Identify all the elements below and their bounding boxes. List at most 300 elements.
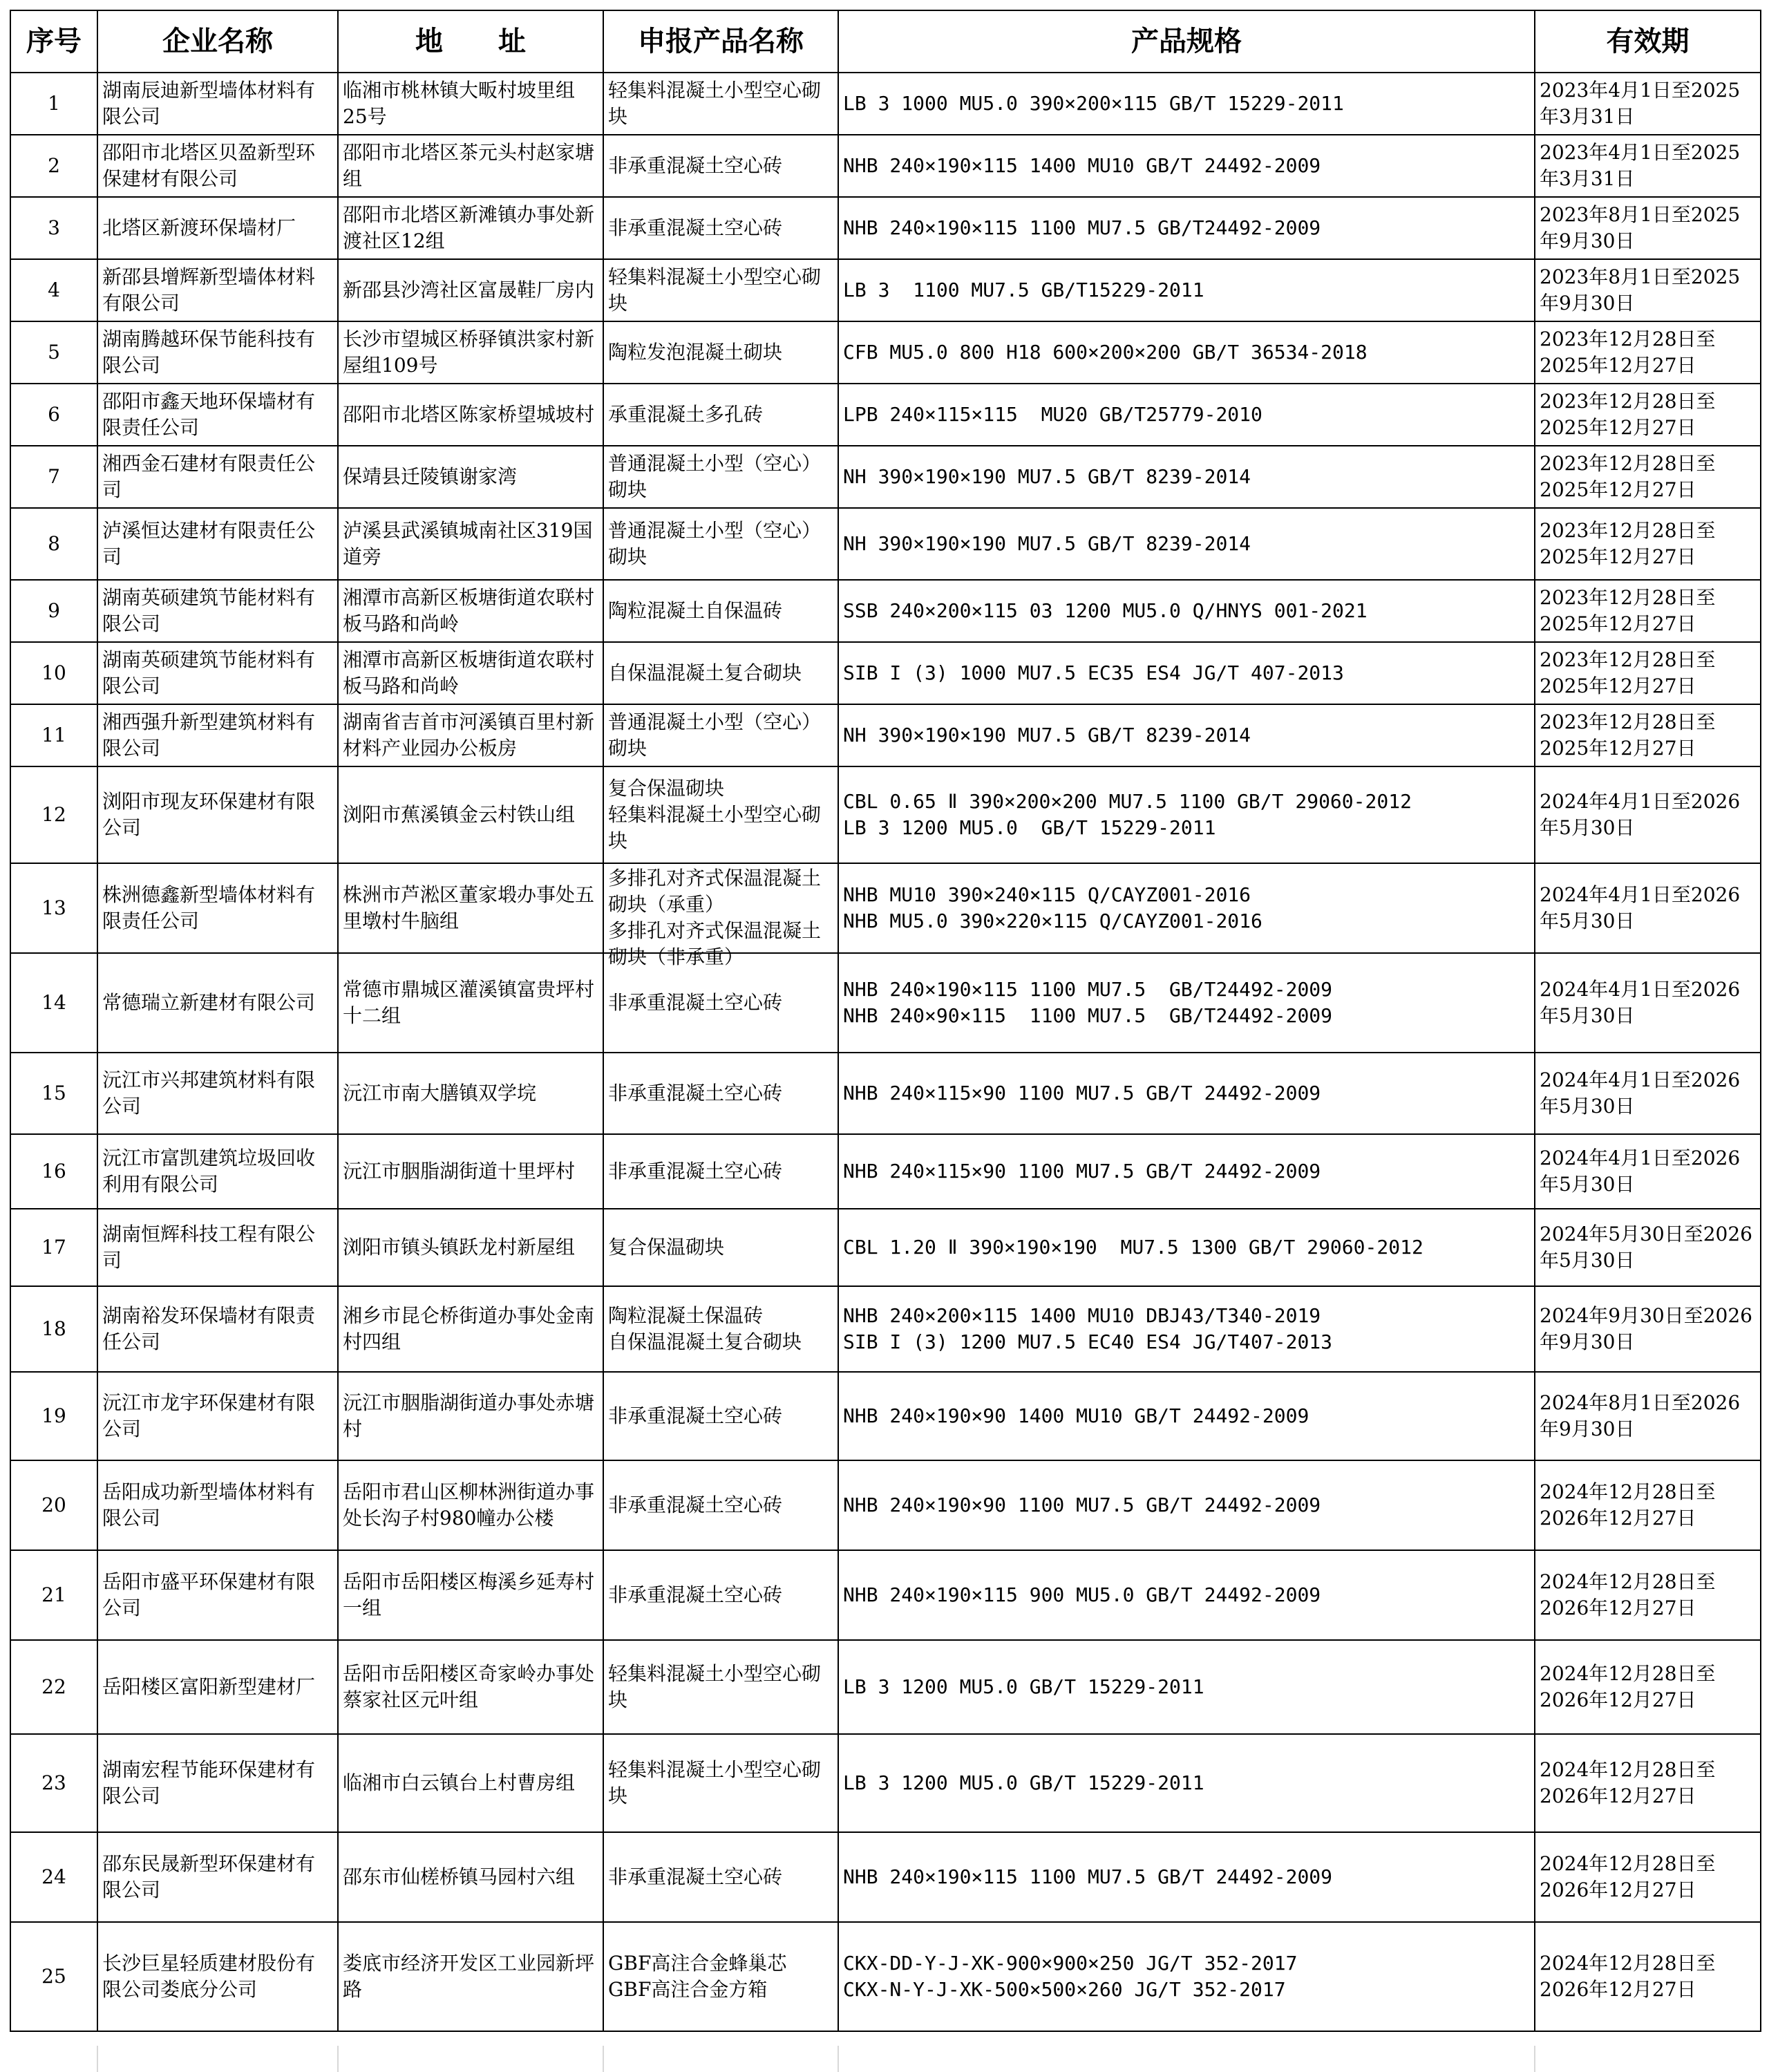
- empty-row-gridlines: [10, 2046, 1760, 2072]
- cell-no: [10, 1134, 97, 1209]
- cell-validity: [1535, 446, 1761, 508]
- table-row: [10, 259, 1761, 321]
- cell-no-text: 13: [41, 896, 66, 919]
- cell-no: [10, 1922, 97, 2031]
- cell-company: [97, 642, 338, 704]
- cell-validity: [1535, 1832, 1761, 1922]
- cell-address: [338, 1922, 603, 2031]
- cell-product: [603, 580, 838, 642]
- cell-no: [10, 1550, 97, 1640]
- cell-company: [97, 197, 338, 259]
- cell-spec-text: LPB 240×115×115 MU20 GB/T25779-2010: [843, 403, 1262, 426]
- cell-company-text: 湖南裕发环保墙材有限责任公司: [102, 1304, 316, 1353]
- cell-spec: [838, 1734, 1535, 1832]
- cell-address-text: 邵东市仙槎桥镇马园村六组: [343, 1865, 576, 1888]
- cell-no-text: 24: [41, 1865, 66, 1888]
- cell-no-text: 12: [41, 803, 66, 826]
- cell-company: [97, 863, 338, 953]
- cell-spec-text: NHB 240×115×90 1100 MU7.5 GB/T 24492-2009: [843, 1082, 1321, 1104]
- cell-address-text: 湘潭市高新区板塘街道农联村板马路和尚岭: [343, 648, 595, 697]
- cell-product-text: 轻集料混凝土小型空心砌块: [608, 265, 822, 314]
- cell-spec: [838, 1922, 1535, 2031]
- cell-address-text: 沅江市南大膳镇双学垸: [343, 1082, 537, 1104]
- header-company: 企业名称: [97, 10, 338, 73]
- cell-company-text: 岳阳成功新型墙体材料有限公司: [102, 1480, 316, 1529]
- cell-address: [338, 953, 603, 1053]
- cell-product: [603, 73, 838, 135]
- cell-no: [10, 580, 97, 642]
- cell-spec: [838, 73, 1535, 135]
- cell-address-text: 泸溪县武溪镇城南社区319国道旁: [343, 519, 593, 568]
- cell-spec-text: NHB 240×190×115 900 MU5.0 GB/T 24492-2009: [843, 1583, 1321, 1606]
- cell-company: [97, 953, 338, 1053]
- cell-validity-text: 2024年12月28日至2026年12月27日: [1540, 1952, 1716, 2001]
- cell-company-text: 沅江市龙宇环保建材有限公司: [102, 1391, 316, 1440]
- cell-validity: [1535, 135, 1761, 197]
- cell-validity: [1535, 508, 1761, 580]
- cell-company: [97, 1134, 338, 1209]
- cell-validity: [1535, 1922, 1761, 2031]
- cell-product: [603, 863, 838, 968]
- cell-spec: [838, 953, 1535, 1053]
- cell-spec-text: NHB 240×190×115 1100 MU7.5 GB/T 24492-2009: [843, 1865, 1333, 1888]
- header-address: 地 址: [338, 10, 603, 73]
- cell-address-text: 保靖县迁陵镇谢家湾: [343, 465, 518, 488]
- cell-product-text: 非承重混凝土空心砖: [608, 1404, 783, 1427]
- cell-company-text: 北塔区新渡环保墙材厂: [102, 216, 296, 239]
- cell-validity-text: 2024年4月1日至2026年5月30日: [1540, 978, 1741, 1027]
- cell-company: [97, 1550, 338, 1640]
- cell-no-text: 17: [41, 1236, 66, 1259]
- cell-address-text: 长沙市望城区桥驿镇洪家村新屋组109号: [343, 328, 595, 377]
- cell-validity: [1535, 766, 1761, 863]
- cell-address: [338, 642, 603, 704]
- cell-spec-text: NHB 240×200×115 1400 MU10 DBJ43/T340-2019 SIB I (3) 1200 MU7.5 EC40 ES4 JG/T407-2013: [843, 1304, 1333, 1353]
- cell-company: [97, 1922, 338, 2031]
- table-row: [10, 1372, 1761, 1460]
- cell-address: [338, 446, 603, 508]
- cell-product: [603, 259, 838, 321]
- cell-validity: [1535, 580, 1761, 642]
- cell-no: [10, 135, 97, 197]
- cell-product: [603, 1640, 838, 1734]
- cell-no-text: 18: [41, 1317, 66, 1340]
- cell-no: [10, 1640, 97, 1734]
- cell-spec-text: CKX-DD-Y-J-XK-900×900×250 JG/T 352-2017 CKX-N-Y-J-XK-500×500×260 JG/T 352-2017: [843, 1952, 1298, 2001]
- cell-no: [10, 766, 97, 863]
- cell-product-text: 多排孔对齐式保温混凝土砌块（承重） 多排孔对齐式保温混凝土砌块（非承重）: [608, 867, 822, 968]
- table-row: [10, 1734, 1761, 1832]
- cell-company-text: 湖南英硕建筑节能材料有限公司: [102, 648, 316, 697]
- cell-product: [603, 642, 838, 704]
- cell-product-text: 非承重混凝土空心砖: [608, 1160, 783, 1183]
- cell-address-text: 株洲市芦淞区董家塅办事处五里墩村牛脑组: [343, 883, 595, 932]
- cell-no-text: 22: [41, 1675, 66, 1698]
- cell-no: [10, 1460, 97, 1550]
- cell-address: [338, 321, 603, 384]
- cell-company: [97, 1734, 338, 1832]
- cell-address: [338, 863, 603, 953]
- table-row: [10, 1286, 1761, 1372]
- cell-validity-text: 2023年8月1日至2025年9月30日: [1540, 265, 1741, 314]
- cell-spec: [838, 1550, 1535, 1640]
- cell-company: [97, 1460, 338, 1550]
- cell-validity: [1535, 1134, 1761, 1209]
- cell-company-text: 邵阳市鑫天地环保墙材有限责任公司: [102, 390, 316, 439]
- enterprise-product-table: [10, 10, 1761, 2032]
- table-row: [10, 642, 1761, 704]
- cell-spec: [838, 704, 1535, 766]
- cell-no: [10, 1209, 97, 1286]
- cell-address: [338, 1640, 603, 1734]
- cell-company-text: 常德瑞立新建材有限公司: [102, 991, 316, 1014]
- cell-product-text: 非承重混凝土空心砖: [608, 1583, 783, 1606]
- table-row: [10, 446, 1761, 508]
- cell-spec: [838, 321, 1535, 384]
- cell-product-text: 非承重混凝土空心砖: [608, 1082, 783, 1104]
- cell-spec: [838, 1640, 1535, 1734]
- cell-address-text: 岳阳市君山区柳林洲街道办事处长沟子村980幢办公楼: [343, 1480, 595, 1529]
- cell-spec: [838, 642, 1535, 704]
- cell-product-text: 非承重混凝土空心砖: [608, 1865, 783, 1888]
- cell-address-text: 岳阳市岳阳楼区奇家岭办事处蔡家社区元叶组: [343, 1662, 595, 1711]
- table-row: [10, 953, 1761, 1053]
- cell-no: [10, 321, 97, 384]
- cell-validity-text: 2024年12月28日至2026年12月27日: [1540, 1852, 1716, 1901]
- cell-spec: [838, 1286, 1535, 1372]
- cell-company: [97, 1053, 338, 1134]
- cell-company-text: 湘西强升新型建筑材料有限公司: [102, 710, 316, 760]
- table-row: [10, 1209, 1761, 1286]
- cell-no-text: 21: [41, 1583, 66, 1606]
- cell-address: [338, 704, 603, 766]
- cell-product-text: 轻集料混凝土小型空心砌块: [608, 79, 822, 128]
- cell-validity-text: 2023年4月1日至2025年3月31日: [1540, 141, 1741, 190]
- cell-product: [603, 197, 838, 259]
- table-row: [10, 321, 1761, 384]
- cell-address: [338, 1134, 603, 1209]
- cell-company: [97, 508, 338, 580]
- cell-company-text: 沅江市富凯建筑垃圾回收利用有限公司: [102, 1147, 316, 1196]
- cell-product: [603, 321, 838, 384]
- cell-company: [97, 1832, 338, 1922]
- cell-address-text: 临湘市桃林镇大畈村坡里组25号: [343, 79, 576, 128]
- cell-company-text: 湖南恒辉科技工程有限公司: [102, 1223, 316, 1272]
- cell-validity-text: 2023年4月1日至2025年3月31日: [1540, 79, 1741, 128]
- cell-company-text: 沅江市兴邦建筑材料有限公司: [102, 1068, 316, 1118]
- cell-validity-text: 2024年12月28日至2026年12月27日: [1540, 1570, 1716, 1619]
- cell-no: [10, 704, 97, 766]
- cell-spec: [838, 1460, 1535, 1550]
- cell-product-text: 轻集料混凝土小型空心砌块: [608, 1662, 822, 1711]
- header-product: 申报产品名称: [603, 10, 838, 73]
- cell-validity-text: 2024年4月1日至2026年5月30日: [1540, 1147, 1741, 1196]
- cell-product: [603, 1134, 838, 1209]
- cell-spec-text: LB 3 1000 MU5.0 390×200×115 GB/T 15229-2011: [843, 92, 1344, 115]
- table-row: [10, 1640, 1761, 1734]
- cell-validity-text: 2024年12月28日至2026年12月27日: [1540, 1480, 1716, 1529]
- cell-address-text: 邵阳市北塔区新滩镇办事处新渡社区12组: [343, 203, 595, 252]
- cell-spec-text: NH 390×190×190 MU7.5 GB/T 8239-2014: [843, 465, 1251, 488]
- cell-validity: [1535, 1053, 1761, 1134]
- cell-validity-text: 2023年12月28日至2025年12月27日: [1540, 710, 1716, 760]
- table-row: [10, 704, 1761, 766]
- table-row: [10, 508, 1761, 580]
- cell-product: [603, 1922, 838, 2031]
- cell-validity: [1535, 259, 1761, 321]
- cell-no-text: 4: [48, 279, 60, 301]
- cell-address-text: 常德市鼎城区灌溪镇富贵坪村十二组: [343, 978, 595, 1027]
- cell-product-text: 复合保温砌块 轻集料混凝土小型空心砌块: [608, 777, 822, 852]
- cell-no: [10, 1053, 97, 1134]
- cell-company: [97, 135, 338, 197]
- cell-spec-text: NHB 240×190×90 1400 MU10 GB/T 24492-2009: [843, 1404, 1309, 1427]
- cell-address: [338, 135, 603, 197]
- cell-no-text: 8: [48, 532, 60, 555]
- cell-validity-text: 2023年12月28日至2025年12月27日: [1540, 648, 1716, 697]
- cell-company: [97, 1640, 338, 1734]
- table-row: [10, 73, 1761, 135]
- cell-spec-text: CBL 0.65 Ⅱ 390×200×200 MU7.5 1100 GB/T 29060-2012 LB 3 1200 MU5.0 GB/T 15229-2011: [843, 790, 1412, 839]
- table-row: [10, 1832, 1761, 1922]
- cell-spec-text: NHB MU10 390×240×115 Q/CAYZ001-2016 NHB MU5.0 390×220×115 Q/CAYZ001-2016: [843, 883, 1262, 932]
- cell-address: [338, 197, 603, 259]
- cell-validity-text: 2024年8月1日至2026年9月30日: [1540, 1391, 1741, 1440]
- cell-validity: [1535, 1209, 1761, 1286]
- cell-company: [97, 73, 338, 135]
- cell-spec: [838, 508, 1535, 580]
- cell-spec-text: NHB 240×190×115 1100 MU7.5 GB/T24492-2009 NHB 240×90×115 1100 MU7.5 GB/T24492-2009: [843, 978, 1333, 1027]
- cell-spec: [838, 580, 1535, 642]
- cell-company: [97, 1286, 338, 1372]
- cell-spec: [838, 1372, 1535, 1460]
- cell-address: [338, 1209, 603, 1286]
- cell-address-text: 邵阳市北塔区陈家桥望城坡村: [343, 403, 595, 426]
- cell-spec: [838, 384, 1535, 446]
- cell-address: [338, 508, 603, 580]
- cell-no: [10, 953, 97, 1053]
- cell-product-text: 普通混凝土小型（空心）砌块: [608, 710, 822, 760]
- cell-product: [603, 1372, 838, 1460]
- cell-spec: [838, 259, 1535, 321]
- cell-product-text: 非承重混凝土空心砖: [608, 1494, 783, 1516]
- cell-address-text: 浏阳市镇头镇跃龙村新屋组: [343, 1236, 576, 1259]
- cell-validity: [1535, 704, 1761, 766]
- cell-product: [603, 1734, 838, 1832]
- cell-spec-text: NHB 240×115×90 1100 MU7.5 GB/T 24492-2009: [843, 1160, 1321, 1183]
- table-row: [10, 1053, 1761, 1134]
- cell-validity-text: 2024年12月28日至2026年12月27日: [1540, 1758, 1716, 1807]
- cell-product-text: 非承重混凝土空心砖: [608, 991, 783, 1014]
- cell-spec: [838, 766, 1535, 863]
- cell-spec: [838, 863, 1535, 953]
- cell-validity-text: 2023年12月28日至2025年12月27日: [1540, 452, 1716, 501]
- cell-no: [10, 259, 97, 321]
- cell-company-text: 岳阳市盛平环保建材有限公司: [102, 1570, 316, 1619]
- cell-address: [338, 1550, 603, 1640]
- cell-no-text: 14: [41, 991, 66, 1014]
- cell-address: [338, 580, 603, 642]
- cell-spec: [838, 1053, 1535, 1134]
- cell-spec-text: LB 3 1200 MU5.0 GB/T 15229-2011: [843, 1771, 1204, 1794]
- cell-address: [338, 73, 603, 135]
- cell-spec-text: NH 390×190×190 MU7.5 GB/T 8239-2014: [843, 532, 1251, 555]
- cell-address-text: 湘乡市昆仑桥街道办事处金南村四组: [343, 1304, 595, 1353]
- cell-validity-text: 2024年4月1日至2026年5月30日: [1540, 1068, 1741, 1118]
- cell-product: [603, 704, 838, 766]
- cell-validity: [1535, 863, 1761, 953]
- cell-validity-text: 2024年4月1日至2026年5月30日: [1540, 883, 1741, 932]
- cell-address: [338, 1460, 603, 1550]
- cell-no-text: 19: [41, 1404, 66, 1427]
- cell-company-text: 新邵县增辉新型墙体材料有限公司: [102, 265, 316, 314]
- cell-product: [603, 1286, 838, 1372]
- cell-validity: [1535, 197, 1761, 259]
- cell-address-text: 临湘市白云镇台上村曹房组: [343, 1771, 576, 1794]
- cell-validity: [1535, 1550, 1761, 1640]
- cell-no: [10, 1372, 97, 1460]
- cell-company: [97, 766, 338, 863]
- cell-validity-text: 2024年5月30日至2026年5月30日: [1540, 1223, 1752, 1272]
- cell-validity-text: 2024年9月30日至2026年9月30日: [1540, 1304, 1752, 1353]
- cell-address-text: 岳阳市岳阳楼区梅溪乡延寿村一组: [343, 1570, 595, 1619]
- cell-address: [338, 259, 603, 321]
- cell-company: [97, 704, 338, 766]
- cell-address-text: 浏阳市蕉溪镇金云村铁山组: [343, 803, 576, 826]
- cell-company: [97, 384, 338, 446]
- header-row: [10, 10, 1761, 73]
- table-row: [10, 766, 1761, 863]
- cell-address-text: 邵阳市北塔区茶元头村赵家塘组: [343, 141, 595, 190]
- cell-validity-text: 2023年12月28日至2025年12月27日: [1540, 390, 1716, 439]
- cell-spec-text: LB 3 1200 MU5.0 GB/T 15229-2011: [843, 1675, 1204, 1698]
- cell-spec: [838, 135, 1535, 197]
- cell-address-text: 新邵县沙湾社区富晟鞋厂房内: [343, 279, 595, 301]
- cell-product-text: 普通混凝土小型（空心）砌块: [608, 452, 822, 501]
- table-row: [10, 1460, 1761, 1550]
- cell-spec: [838, 446, 1535, 508]
- cell-company: [97, 1209, 338, 1286]
- cell-no: [10, 642, 97, 704]
- table-row: [10, 863, 1761, 953]
- cell-spec-text: NH 390×190×190 MU7.5 GB/T 8239-2014: [843, 724, 1251, 746]
- cell-company-text: 湖南辰迪新型墙体材料有限公司: [102, 79, 316, 128]
- cell-company-text: 邵东民晟新型环保建材有限公司: [102, 1852, 316, 1901]
- header-validity: 有效期: [1535, 10, 1761, 73]
- cell-validity-text: 2023年12月28日至2025年12月27日: [1540, 328, 1716, 377]
- cell-validity: [1535, 1734, 1761, 1832]
- cell-validity: [1535, 73, 1761, 135]
- cell-product: [603, 1053, 838, 1134]
- table-row: [10, 580, 1761, 642]
- cell-product: [603, 1460, 838, 1550]
- cell-company: [97, 446, 338, 508]
- cell-spec-text: NHB 240×190×115 1100 MU7.5 GB/T24492-2009: [843, 216, 1321, 239]
- cell-company-text: 株洲德鑫新型墙体材料有限责任公司: [102, 883, 316, 932]
- cell-address-text: 湖南省吉首市河溪镇百里村新材料产业园办公板房: [343, 710, 595, 760]
- cell-spec-text: SSB 240×200×115 03 1200 MU5.0 Q/HNYS 001-2021: [843, 599, 1368, 622]
- cell-validity: [1535, 321, 1761, 384]
- cell-validity: [1535, 953, 1761, 1053]
- cell-no-text: 25: [41, 1965, 66, 1988]
- cell-address: [338, 1053, 603, 1134]
- cell-spec-text: NHB 240×190×90 1100 MU7.5 GB/T 24492-2009: [843, 1494, 1321, 1516]
- cell-no-text: 15: [41, 1082, 66, 1104]
- cell-no-text: 7: [48, 465, 60, 488]
- table-row: [10, 1134, 1761, 1209]
- cell-no-text: 5: [48, 341, 60, 364]
- cell-spec: [838, 1832, 1535, 1922]
- cell-product-text: 承重混凝土多孔砖: [608, 403, 764, 426]
- cell-product: [603, 1832, 838, 1922]
- cell-no-text: 2: [48, 154, 60, 177]
- cell-address: [338, 1286, 603, 1372]
- cell-spec-text: CBL 1.20 Ⅱ 390×190×190 MU7.5 1300 GB/T 29060-2012: [843, 1236, 1423, 1259]
- cell-product: [603, 1550, 838, 1640]
- table-row: [10, 135, 1761, 197]
- cell-address: [338, 1734, 603, 1832]
- table-row: [10, 197, 1761, 259]
- cell-validity-text: 2024年12月28日至2026年12月27日: [1540, 1662, 1716, 1711]
- cell-address-text: 娄底市经济开发区工业园新坪路: [343, 1952, 595, 2001]
- cell-address: [338, 384, 603, 446]
- cell-product-text: GBF高注合金蜂巢芯 GBF高注合金方箱: [608, 1952, 787, 2001]
- cell-no: [10, 73, 97, 135]
- cell-no-text: 6: [48, 403, 60, 426]
- cell-company-text: 湘西金石建材有限责任公司: [102, 452, 316, 501]
- cell-no: [10, 1734, 97, 1832]
- cell-company-text: 泸溪恒达建材有限责任公司: [102, 519, 316, 568]
- cell-product: [603, 384, 838, 446]
- cell-product-text: 非承重混凝土空心砖: [608, 216, 783, 239]
- cell-no-text: 23: [41, 1771, 66, 1794]
- cell-address: [338, 766, 603, 863]
- cell-no: [10, 197, 97, 259]
- cell-spec-text: LB 3 1100 MU7.5 GB/T15229-2011: [843, 279, 1204, 301]
- cell-spec: [838, 1134, 1535, 1209]
- cell-address-text: 沅江市胭脂湖街道办事处赤塘村: [343, 1391, 595, 1440]
- cell-validity-text: 2023年8月1日至2025年9月30日: [1540, 203, 1741, 252]
- cell-validity-text: 2024年4月1日至2026年5月30日: [1540, 790, 1741, 839]
- cell-company-text: 湖南腾越环保节能科技有限公司: [102, 328, 316, 377]
- cell-product: [603, 1209, 838, 1286]
- cell-validity: [1535, 1286, 1761, 1372]
- cell-address-text: 湘潭市高新区板塘街道农联村板马路和尚岭: [343, 586, 595, 635]
- cell-validity-text: 2023年12月28日至2025年12月27日: [1540, 519, 1716, 568]
- cell-address: [338, 1832, 603, 1922]
- cell-validity: [1535, 384, 1761, 446]
- cell-product-text: 陶粒混凝土自保温砖: [608, 599, 783, 622]
- cell-product-text: 非承重混凝土空心砖: [608, 154, 783, 177]
- cell-company-text: 长沙巨星轻质建材股份有限公司娄底分公司: [102, 1952, 316, 2001]
- table-row: [10, 384, 1761, 446]
- cell-product-text: 轻集料混凝土小型空心砌块: [608, 1758, 822, 1807]
- cell-validity: [1535, 1460, 1761, 1550]
- cell-no-text: 10: [41, 661, 66, 684]
- cell-no: [10, 863, 97, 953]
- cell-no: [10, 508, 97, 580]
- cell-company-text: 岳阳楼区富阳新型建材厂: [102, 1675, 316, 1698]
- cell-company-text: 湖南英硕建筑节能材料有限公司: [102, 586, 316, 635]
- cell-product-text: 复合保温砌块: [608, 1236, 725, 1259]
- cell-no-text: 20: [41, 1494, 66, 1516]
- cell-company: [97, 259, 338, 321]
- cell-no-text: 1: [48, 92, 60, 115]
- cell-company-text: 邵阳市北塔区贝盈新型环保建材有限公司: [102, 141, 316, 190]
- cell-spec-text: CFB MU5.0 800 H18 600×200×200 GB/T 36534-2018: [843, 341, 1368, 364]
- cell-no: [10, 446, 97, 508]
- cell-validity: [1535, 1372, 1761, 1460]
